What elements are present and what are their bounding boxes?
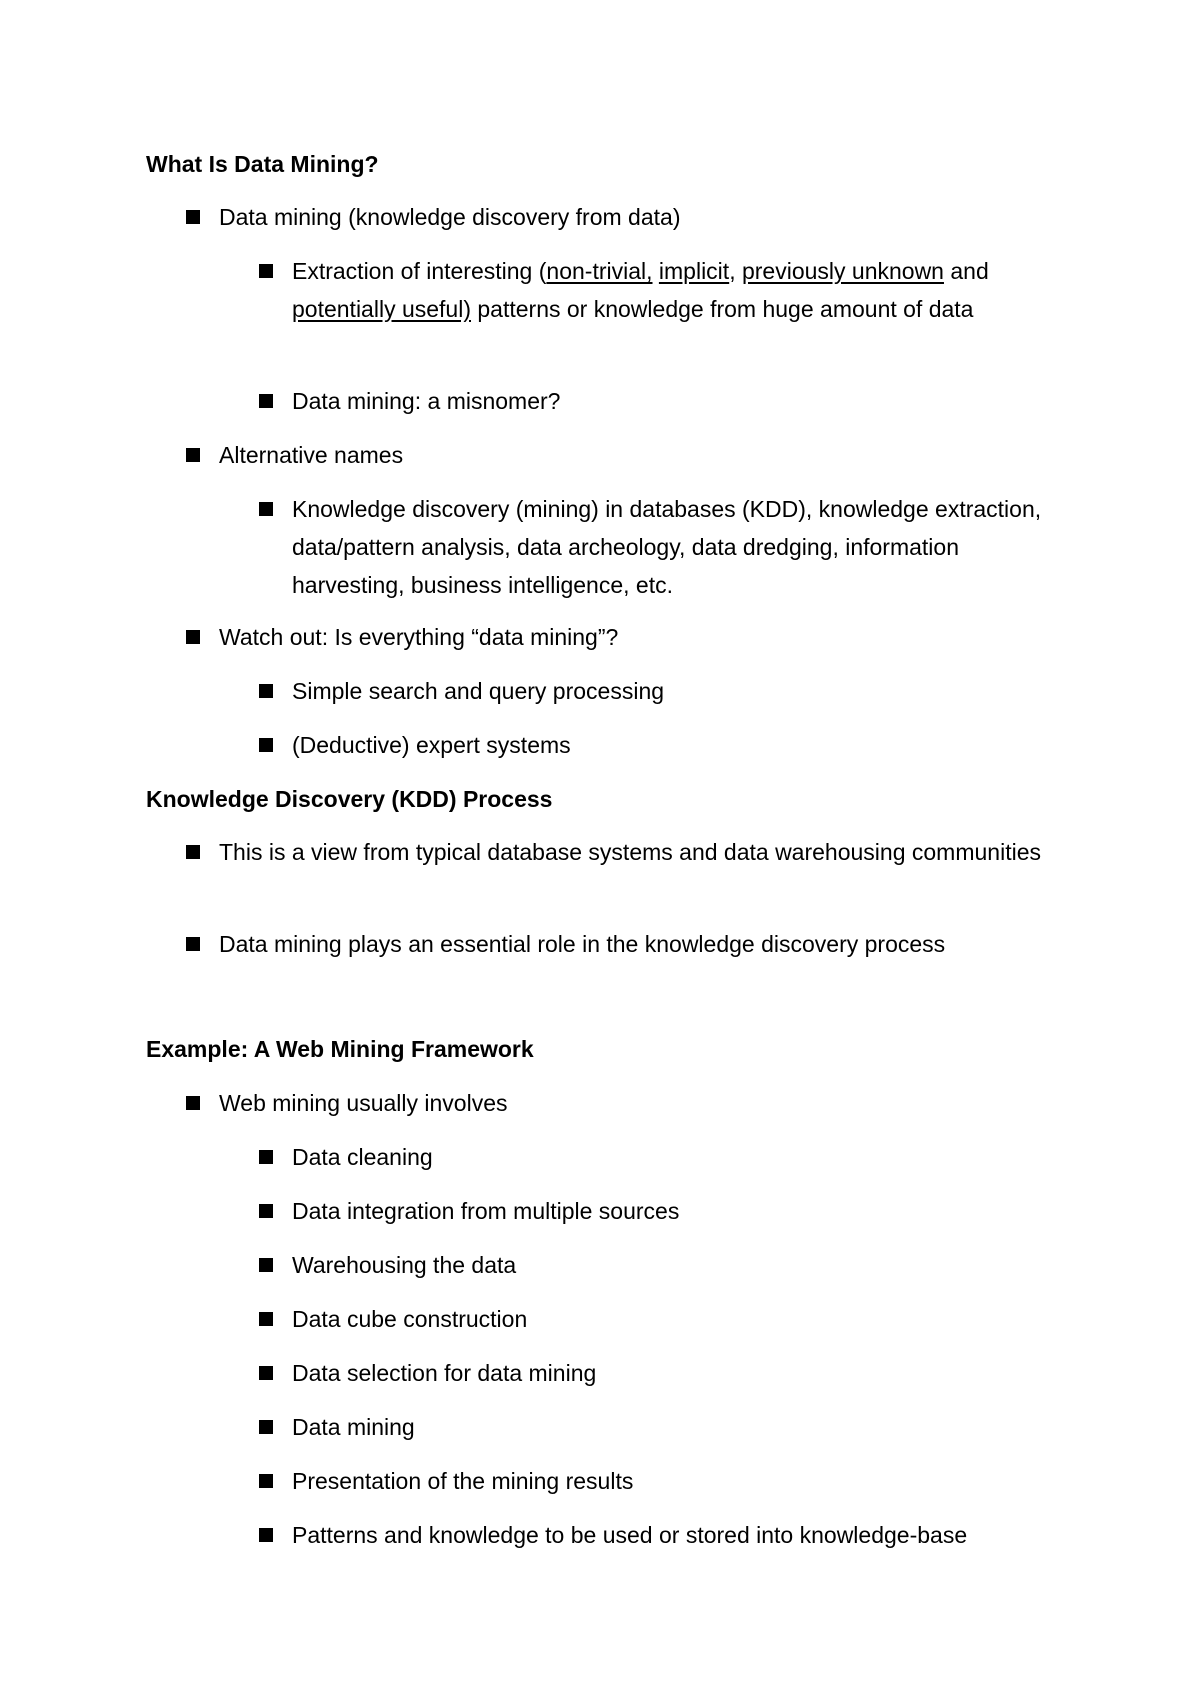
list-item-text: Data cube construction [292, 1306, 528, 1332]
square-bullet-icon [186, 1096, 200, 1110]
list-item [186, 198, 1086, 236]
list-item [259, 1192, 1069, 1230]
text-run: and [943, 258, 989, 284]
text-run: patterns or knowledge from huge amount of data [471, 296, 974, 322]
section-heading-kdd-process: Knowledge Discovery (KDD) Process [146, 786, 553, 812]
list-item [259, 382, 1069, 420]
list-item [186, 925, 1086, 963]
underlined-term: potentially useful) [292, 296, 471, 322]
list-item [259, 1300, 1069, 1338]
square-bullet-icon [186, 630, 200, 644]
square-bullet-icon [186, 210, 200, 224]
list-item [259, 1516, 1069, 1554]
text-run: , [729, 258, 742, 284]
square-bullet-icon [186, 845, 200, 859]
list-item [259, 252, 1069, 328]
underlined-term: implicit [658, 258, 730, 284]
square-bullet-icon [186, 448, 200, 462]
list-item [259, 726, 1069, 764]
list-item-text: Data mining: a misnomer? [292, 388, 561, 414]
square-bullet-icon [259, 1474, 273, 1488]
underlined-term: previously unknown [741, 258, 944, 284]
square-bullet-icon [259, 684, 273, 698]
list-item [259, 1354, 1069, 1392]
list-item [259, 1408, 1069, 1446]
list-item [186, 618, 1086, 656]
list-item [186, 436, 1086, 474]
underlined-term: non-trivial, [546, 258, 653, 284]
square-bullet-icon [259, 394, 273, 408]
list-item-text: Data mining plays an essential role in the knowledge discovery process [219, 931, 946, 957]
square-bullet-icon [259, 502, 273, 516]
list-item-text: Patterns and knowledge to be used or stored into knowledge-base [292, 1522, 968, 1548]
list-item-text: Presentation of the mining results [292, 1468, 634, 1494]
square-bullet-icon [259, 264, 273, 278]
list-item-text: Alternative names [219, 442, 404, 468]
list-item-text: Warehousing the data [292, 1252, 517, 1278]
square-bullet-icon [259, 1150, 273, 1164]
list-item-text: Data mining [292, 1414, 415, 1440]
section-heading-web-mining-framework: Example: A Web Mining Framework [146, 1036, 534, 1062]
list-item-text: Data selection for data mining [292, 1360, 597, 1386]
list-item [259, 1138, 1069, 1176]
square-bullet-icon [186, 937, 200, 951]
square-bullet-icon [259, 1258, 273, 1272]
square-bullet-icon [259, 1420, 273, 1434]
list-item-text: Data integration from multiple sources [292, 1198, 680, 1224]
square-bullet-icon [259, 1204, 273, 1218]
list-item [186, 1084, 1086, 1122]
list-item-text: Knowledge discovery (mining) in databases (KDD), knowledge extraction, data/pattern analysis, data archeology, data dredging, information harvesting, business intelligence, etc. [292, 496, 1042, 598]
list-item-text: Web mining usually involves [219, 1090, 508, 1116]
section-heading-what-is-data-mining: What Is Data Mining? [146, 151, 379, 177]
list-item [259, 672, 1069, 710]
list-item-text: This is a view from typical database systems and data warehousing communities [219, 839, 1041, 865]
square-bullet-icon [259, 1312, 273, 1326]
square-bullet-icon [259, 1528, 273, 1542]
list-item-text: Data mining (knowledge discovery from data) [219, 204, 681, 230]
list-item [259, 1462, 1069, 1500]
list-item [186, 833, 1086, 871]
list-item-text: (Deductive) expert systems [292, 732, 571, 758]
list-item-text: Data cleaning [292, 1144, 433, 1170]
list-item [259, 1246, 1069, 1284]
list-item [259, 490, 1069, 604]
square-bullet-icon [259, 1366, 273, 1380]
square-bullet-icon [259, 738, 273, 752]
text-run: Extraction of interesting ( [292, 258, 547, 284]
list-item-text: Watch out: Is everything “data mining”? [219, 624, 619, 650]
list-item-text: Simple search and query processing [292, 678, 665, 704]
list-item-text [292, 252, 1069, 328]
